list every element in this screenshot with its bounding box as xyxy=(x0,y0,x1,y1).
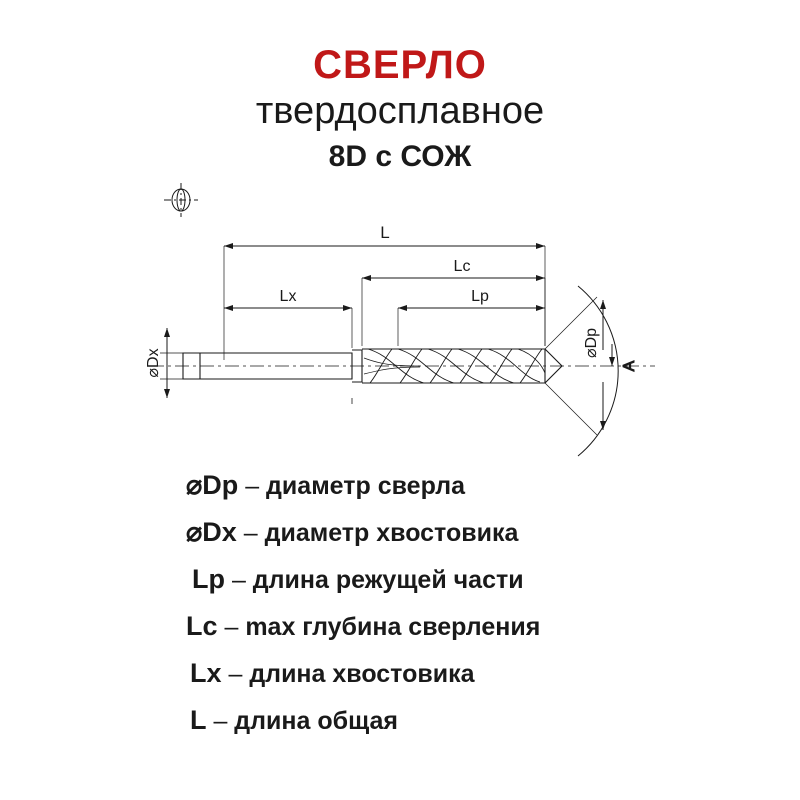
legend-text-dx: диаметр хвостовика xyxy=(264,519,519,547)
technical-drawing xyxy=(0,168,800,468)
dimension-Lp xyxy=(398,288,545,346)
dimension-label-Lx: Lx xyxy=(279,288,297,305)
legend-symbol-dp: ⌀Dp xyxy=(186,470,239,500)
legend-text-dp: диаметр сверла xyxy=(266,472,465,500)
dimension-label-A: A xyxy=(621,360,638,372)
legend-text-lc: max глубина сверления xyxy=(245,613,541,641)
legend-symbol-lx: Lx xyxy=(190,658,222,688)
legend-item-lp xyxy=(192,556,800,603)
legend-item-dx xyxy=(186,509,800,556)
dimension-label-Lc: Lc xyxy=(453,258,471,275)
legend-dash-dp: – xyxy=(238,472,267,500)
legend-dash-dx: – xyxy=(236,519,265,547)
legend-symbol-l: L xyxy=(190,705,207,735)
drill-body-outline xyxy=(150,349,655,383)
legend-symbol-lc: Lc xyxy=(186,611,218,641)
legend-item-lc xyxy=(186,603,800,650)
dimension-L xyxy=(224,223,545,360)
page-subtitle-secondary: 8D с СОЖ xyxy=(328,139,472,173)
legend-dash-lp: – xyxy=(225,566,253,594)
dimension-label-Lp: Lp xyxy=(471,288,489,305)
page-title: СВЕРЛО xyxy=(313,43,487,87)
legend-text-lp: длина режущей части xyxy=(252,566,524,594)
page-header xyxy=(0,0,800,174)
legend-text-lx: длина хвостовика xyxy=(249,660,475,688)
dimension-Lx xyxy=(224,288,352,348)
legend-list xyxy=(0,462,800,744)
dimension-Dx xyxy=(145,328,186,398)
legend-symbol-dx: ⌀Dx xyxy=(186,517,237,547)
page-subtitle: твердосплавное xyxy=(255,90,545,132)
legend-item-lx xyxy=(190,650,800,697)
legend-text-l: длина общая xyxy=(234,707,398,735)
legend-item-l xyxy=(190,697,800,744)
dimension-label-Dx: ⌀Dx xyxy=(145,348,162,378)
legend-item-dp xyxy=(186,462,800,509)
dimension-label-L: L xyxy=(380,223,390,242)
point-angle-indicator xyxy=(545,286,638,456)
first-angle-projection-symbol xyxy=(164,183,198,217)
legend-symbol-lp: Lp xyxy=(192,564,225,594)
dimension-Lc xyxy=(362,258,545,346)
legend-dash-lc: – xyxy=(217,613,246,641)
legend-dash-lx: – xyxy=(221,660,250,688)
dimension-label-Dp: ⌀Dp xyxy=(583,327,600,359)
dimension-Dp xyxy=(583,300,603,430)
legend-dash-l: – xyxy=(206,707,235,735)
